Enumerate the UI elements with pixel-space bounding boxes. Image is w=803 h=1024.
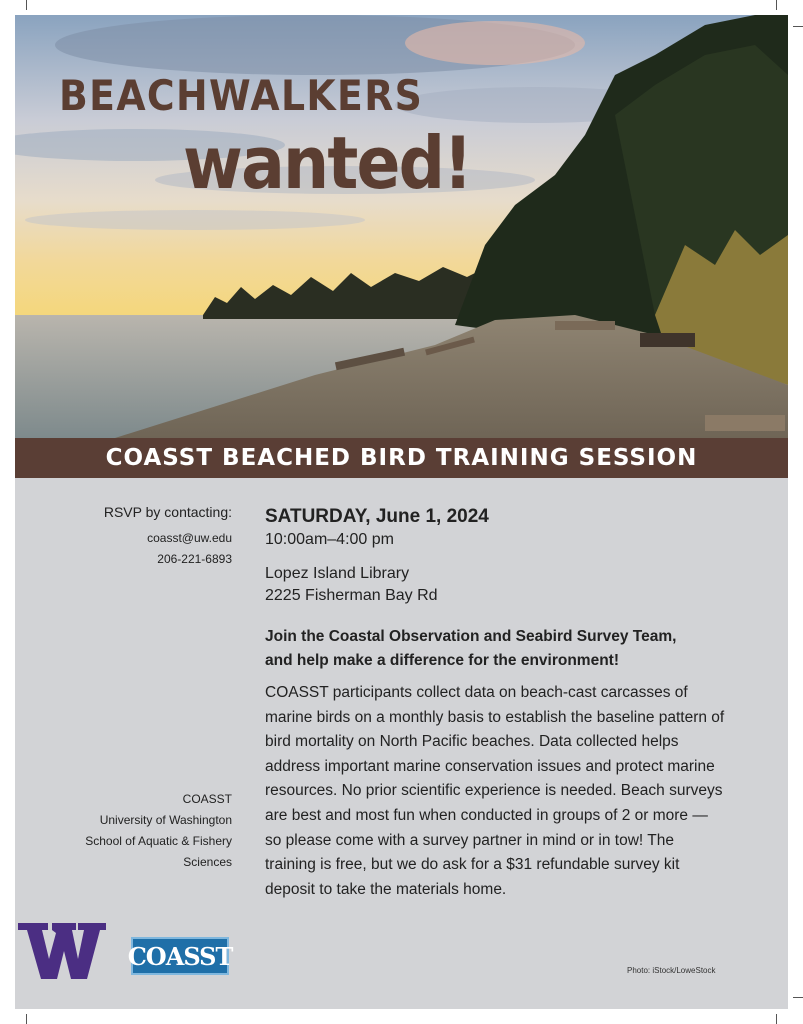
- uw-w-logo: [18, 923, 106, 979]
- crop-mark: [776, 1014, 777, 1024]
- rsvp-phone[interactable]: 206-221-6893: [157, 552, 232, 566]
- photo-credit: Photo: iStock/LoweStock: [627, 966, 716, 975]
- event-banner: COASST BEACHED BIRD TRAINING SESSION: [15, 438, 788, 478]
- lead-statement: [265, 625, 725, 673]
- venue-name: Lopez Island Library: [265, 565, 410, 582]
- crop-mark: [793, 26, 803, 27]
- crop-mark: [26, 0, 27, 10]
- headline-wanted: wanted!: [183, 121, 471, 205]
- event-details: [265, 505, 725, 902]
- lead-line-2: and help make a difference for the environment!: [265, 652, 619, 669]
- org-name: COASST: [182, 792, 232, 806]
- rsvp-heading: RSVP by contacting:: [103, 504, 232, 520]
- headline-beachwalkers: BEACHWALKERS: [59, 71, 424, 120]
- venue-address: 2225 Fisherman Bay Rd: [265, 587, 438, 604]
- org-school-cont: Sciences: [183, 855, 232, 869]
- crop-mark: [26, 1014, 27, 1024]
- org-university: University of Washington: [99, 813, 232, 827]
- description-body: COASST participants collect data on beach-cast carcasses of marine birds on a monthly basis to establish the baseline pattern of bird mortality on North Pacific beaches. Data collected helps address important marine conservation issues and protect marine resources. No prior scientific experience is needed. Beach surveys are best and most fun when conducted in groups of 2 or more — so please come with a survey partner in mind or in tow! The training is free, but we do ask for a $31 refundable survey kit deposit to take the materials home.: [265, 684, 725, 898]
- rsvp-block: [15, 502, 232, 570]
- lead-line-1: Join the Coastal Observation and Seabird Survey Team,: [265, 628, 677, 645]
- org-address: [15, 789, 232, 873]
- poster: [15, 15, 788, 1009]
- rsvp-email[interactable]: coasst@uw.edu: [147, 531, 232, 545]
- crop-mark: [776, 0, 777, 10]
- coasst-logo: COASST: [131, 937, 229, 975]
- org-school: School of Aquatic & Fishery: [85, 834, 232, 848]
- event-time: 10:00am–4:00 pm: [265, 531, 394, 548]
- event-date: SATURDAY, June 1, 2024: [265, 506, 489, 527]
- crop-mark: [793, 997, 803, 998]
- event-venue: [265, 563, 725, 607]
